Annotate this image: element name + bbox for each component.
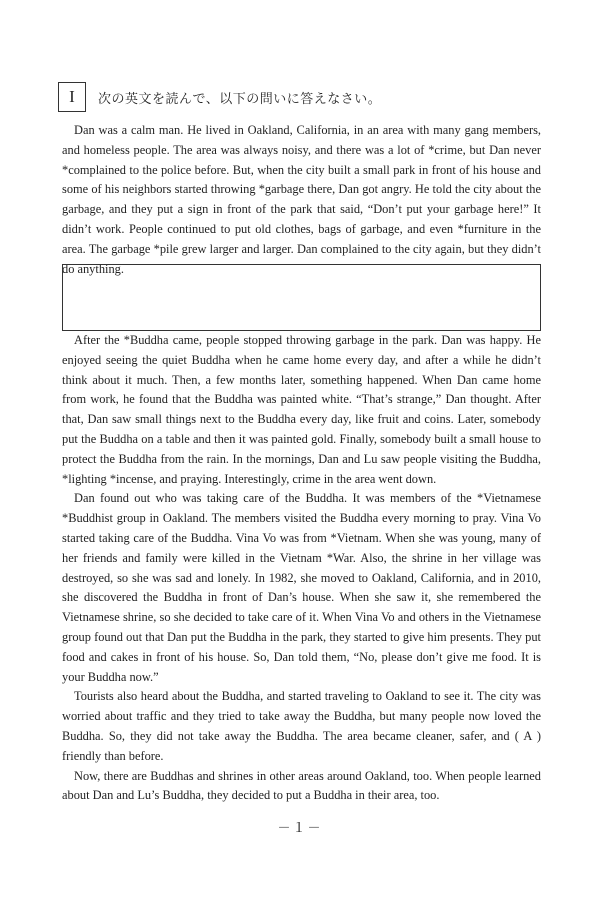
paragraph-3: Dan found out who was taking care of the Buddha. It was members of the *Vietnamese *Buddhist group in Oakland. The members visited the Buddha every morning to pray. Vina Vo started taking care of the Buddha. Vina Vo was from *Vietnam. When she was young, many of her friends and family were killed in the Vietnam *War. Also, the shrine in her village was destroyed, so she was sad and lonely. In 1982, she moved to Oakland, California, and in 2010, she discovered the Buddha in front of Dan’s house. When she saw it, she remembered the Vietnamese shrine, so she decided to take care of it. When Vina Vo and others in the Vietnamese group found out that Dan put the Buddha in the park, they started to give him presents. They put food and cakes in front of his house. So, Dan told them, “No, please don’t give me food. It is your Buddha now.” xyxy=(62,491,541,684)
paragraph-2: After the *Buddha came, people stopped throwing garbage in the park. Dan was happy. He enjoyed seeing the quiet Buddha when he came home every day, and after a while he didn’t think about it much. Then, a few months later, something happened. When Dan came home from work, he found that the Buddha was painted white. “That’s strange,” Dan thought. After that, Dan saw small things next to the Buddha every day, like fruit and coins. Later, somebody put the Buddha on a table and then it was painted gold. Finally, somebody built a small house to protect the Buddha from the rain. In the mornings, Dan and Lu saw people visiting the Buddha, *lighting *incense, and praying. Interestingly, crime in the area went down. xyxy=(62,333,541,486)
section-header xyxy=(58,80,381,114)
passage-body xyxy=(62,331,541,806)
instruction-text: 次の英文を読んで、以下の問いに答えなさい。 xyxy=(98,91,382,107)
passage-intro xyxy=(62,121,541,279)
paragraph-5: Now, there are Buddhas and shrines in other areas around Oakland, too. When people learned about Dan and Lu’s Buddha, they decided to put a Buddha in their area, too. xyxy=(62,768,541,803)
paragraph-1: Dan was a calm man. He lived in Oakland, California, in an area with many gang members, and homeless people. The area was always noisy, and there was a lot of *crime, but Dan never *complained to the police before. But, when the city built a small park in front of his house and some of his neighbors started throwing *garbage there, Dan got angry. He told the city about the garbage, and they put a sign in front of the park that said, “Don’t put your garbage here!” It didn’t work. People continued to put old clothes, bags of garbage, and even *furniture in the area. The garbage *pile grew larger and larger. Dan complained to the city again, but they didn’t do anything. xyxy=(62,123,541,276)
section-number-box: I xyxy=(58,82,86,112)
page-number: －１－ xyxy=(277,820,323,835)
paragraph-4: Tourists also heard about the Buddha, and started traveling to Oakland to see it. The city was worried about traffic and they tried to take away the Buddha, but many people now loved the Buddha. So, they did not take away the Buddha. The area became cleaner, safer, and ( A ) friendly than before. xyxy=(62,689,541,763)
answer-box[interactable] xyxy=(62,264,541,331)
